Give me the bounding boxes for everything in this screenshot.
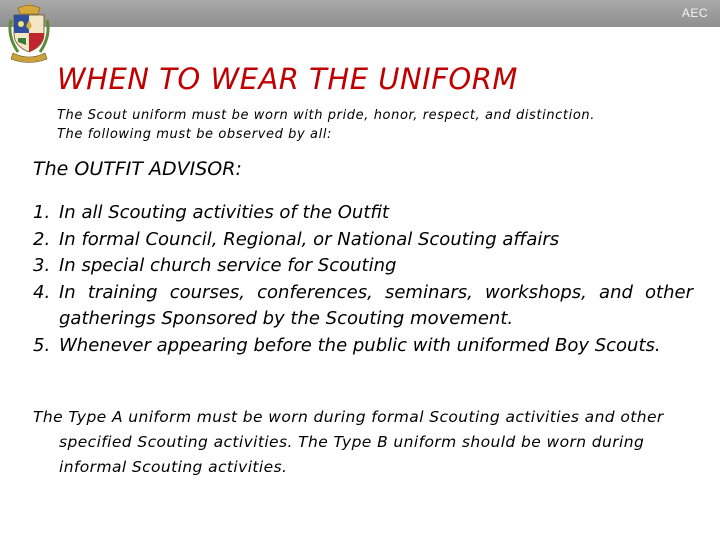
section-label: The OUTFIT ADVISOR: bbox=[33, 158, 242, 180]
list-text: In special church service for Scouting bbox=[59, 255, 397, 276]
scout-emblem-icon bbox=[4, 0, 54, 66]
intro-line: The Scout uniform must be worn with pride, honor, respect, and distinction. bbox=[57, 108, 595, 123]
intro-text bbox=[57, 106, 595, 144]
occasion-list bbox=[33, 200, 693, 359]
list-number: 4. bbox=[33, 281, 51, 303]
list-item bbox=[33, 200, 693, 227]
page-title: WHEN TO WEAR THE UNIFORM bbox=[57, 62, 518, 96]
list-number: 5. bbox=[33, 334, 51, 356]
list-item bbox=[33, 333, 693, 360]
list-item bbox=[33, 253, 693, 280]
intro-line: The following must be observed by all: bbox=[57, 127, 333, 142]
list-item bbox=[33, 280, 693, 333]
list-item bbox=[33, 227, 693, 254]
list-text: In formal Council, Regional, or National Scouting affairs bbox=[59, 228, 560, 250]
list-number: 3. bbox=[33, 255, 51, 276]
top-bar bbox=[0, 0, 720, 27]
list-text: Whenever appearing before the public with uniformed Boy Scouts. bbox=[59, 334, 661, 356]
closing-paragraph: The Type A uniform must be worn during formal Scouting activities and other specified Scouting activities. The Type B uniform should be worn during informal Scouting activities. bbox=[33, 408, 664, 476]
list-text: In training courses, conferences, seminars, workshops, and other gatherings Sponsored by the Scouting movement. bbox=[59, 281, 693, 329]
list-number: 1. bbox=[33, 202, 51, 223]
brand-label: AEC bbox=[681, 6, 708, 20]
list-number: 2. bbox=[33, 228, 51, 250]
list-text: In all Scouting activities of the Outfit bbox=[59, 202, 390, 223]
